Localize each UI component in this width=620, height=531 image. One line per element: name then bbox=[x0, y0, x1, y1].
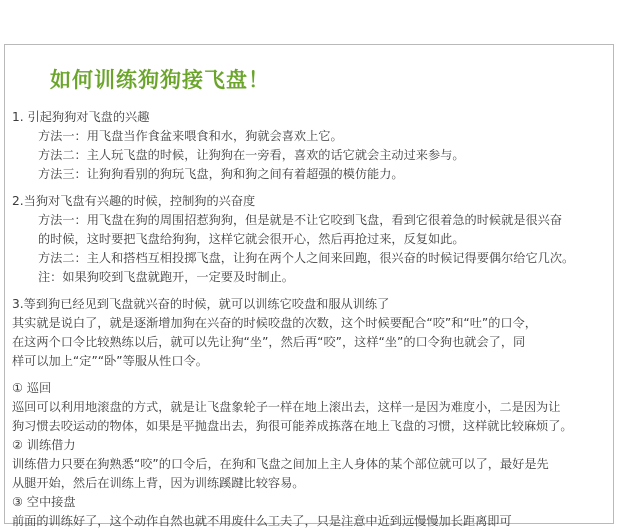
section-2-heading: 2.当狗对飞盘有兴趣的时候，控制狗的兴奋度 bbox=[12, 194, 256, 208]
point-1-line-1: 巡回可以利用地滚盘的方式，就是让飞盘象轮子一样在地上滚出去，这样一是因为难度小，二是因为让 bbox=[12, 400, 561, 414]
section-2-note: 注：如果狗咬到飞盘就跑开，一定要及时制止。 bbox=[38, 270, 294, 284]
section-2-line-3: 方法二：主人和搭档互相投掷飞盘，让狗在两个人之间来回跑，很兴奋的时候记得要偶尔给它几次。 bbox=[38, 251, 575, 265]
section-2-line-1: 方法一：用飞盘在狗的周围招惹狗狗，但是就是不让它咬到飞盘，看到它很着急的时候就是很兴奋 bbox=[38, 213, 563, 227]
point-2-line-1: 训练借力只要在狗熟悉“咬”的口令后，在狗和飞盘之间加上主人身体的某个部位就可以了，最好是先 bbox=[12, 457, 549, 471]
section-2-line-2: 的时候，这时要把飞盘给狗狗，这样它就会很开心，然后再抢过来，反复如此。 bbox=[38, 232, 465, 246]
article-body bbox=[12, 108, 610, 531]
page-title: 如何训练狗狗接飞盘！ bbox=[50, 68, 270, 92]
section-3-heading: 3.等到狗已经见到飞盘就兴奋的时候，就可以训练它咬盘和服从训练了 bbox=[12, 297, 390, 311]
section-1-method-1: 方法一：用飞盘当作食盆来喂食和水，狗就会喜欢上它。 bbox=[38, 129, 343, 143]
point-1-line-2: 狗习惯去咬运动的物体，如果是平抛盘出去，狗很可能养成拣落在地上飞盘的习惯，这样就比较麻烦了。 bbox=[12, 419, 573, 433]
point-3-heading: ③ 空中接盘 bbox=[12, 495, 76, 509]
point-2-heading: ② 训练借力 bbox=[12, 438, 76, 452]
section-3-line-1: 其实就是说白了，就是逐渐增加狗在兴奋的时候咬盘的次数，这个时候要配合“咬”和“吐”的口令， bbox=[12, 316, 537, 330]
section-3-line-3: 样可以加上“定”“卧”等服从性口令。 bbox=[12, 354, 208, 368]
section-1-method-3: 方法三：让狗狗看别的狗玩飞盘，狗和狗之间有着超强的模仿能力。 bbox=[38, 167, 404, 181]
section-1-heading: 1. 引起狗狗对飞盘的兴趣 bbox=[12, 110, 150, 124]
point-1-heading: ① 巡回 bbox=[12, 381, 52, 395]
point-3-line-1: 前面的训练好了，这个动作自然也就不用废什么工夫了，只是注意中近到远慢慢加长距离即可 bbox=[12, 514, 512, 528]
point-2-line-2: 从腿开始，然后在训练上背，因为训练蹊踺比较容易。 bbox=[12, 476, 305, 490]
section-3-line-2: 在这两个口令比较熟练以后，就可以先让狗“坐”，然后再“咬”，这样“坐”的口令狗也就会了，同 bbox=[12, 335, 526, 349]
section-1-method-2: 方法二：主人玩飞盘的时候，让狗狗在一旁看，喜欢的话它就会主动过来参与。 bbox=[38, 148, 465, 162]
